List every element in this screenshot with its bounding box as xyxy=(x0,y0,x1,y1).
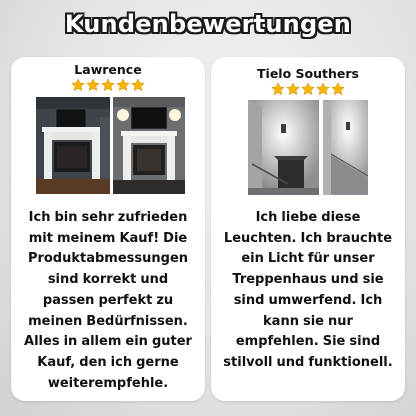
review-text: Ich bin sehr zufrieden mit meinem Kauf! Die Produktabmessungen sind korrekt und passen perfekt zu meinen Bedürfnissen. Alles in allem ein guter Kauf, den ich gerne weiterempfehle. xyxy=(24,210,192,391)
review-text: Ich liebe diese Leuchten. Ich brauchte ein Licht für unser Treppenhaus und sie sind umwerfend. Ich kann sie nur empfehlen. Sie sind stilvoll und funktionell. xyxy=(223,210,393,370)
review-photo-staircase[interactable] xyxy=(248,100,319,195)
review-card-tielo-southers xyxy=(211,57,405,401)
review-photo-staircase[interactable] xyxy=(323,100,368,195)
star-icon xyxy=(286,82,300,96)
star-icon xyxy=(116,78,130,92)
star-rating xyxy=(11,78,205,92)
star-icon xyxy=(86,78,100,92)
review-photo-fireplace[interactable] xyxy=(113,97,185,194)
review-card-lawrence xyxy=(11,57,205,401)
star-icon xyxy=(271,82,285,96)
reviewer-name: Tielo Southers xyxy=(257,66,359,81)
star-icon xyxy=(316,82,330,96)
page-title: Kundenbewertungen xyxy=(64,10,352,38)
star-icon xyxy=(131,78,145,92)
star-icon xyxy=(301,82,315,96)
star-rating xyxy=(211,82,405,96)
review-photo-fireplace[interactable] xyxy=(36,97,110,194)
reviewer-name: Lawrence xyxy=(74,62,142,77)
star-icon xyxy=(101,78,115,92)
star-icon xyxy=(71,78,85,92)
star-icon xyxy=(331,82,345,96)
